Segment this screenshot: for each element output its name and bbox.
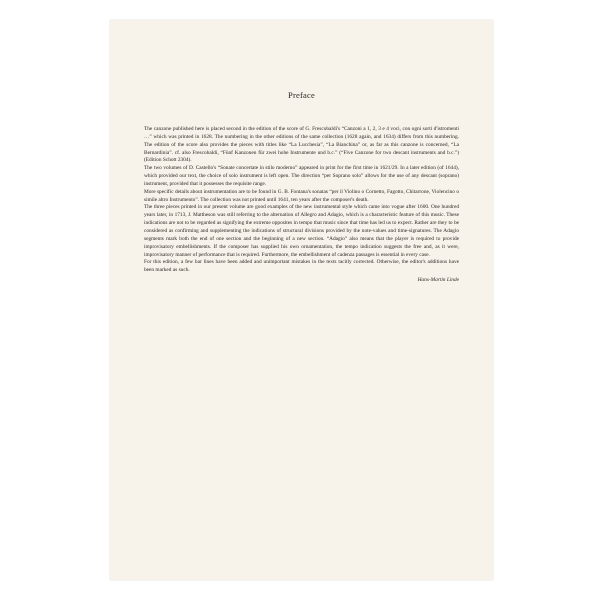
paragraph-edition: For this edition, a few bar lines have been added and unimportant mistakes in the texts tacitly corrected. Otherwise, the editor's additions have been marked as such. — [144, 259, 459, 274]
paragraph-style: The three pieces printed in our present volume are good examples of the new instrumental style which came into vogue after 1600. One hundred years later, in 1713, J. Mattheson was still referring to the alternation of Allegro and Adagio, which is a characteristic feature of this music. These indications are not to be regarded as signifying the extreme opposites in tempo that music since that time has led us to expect. Rather are they to be considered as confirming and supplementing the indications of structural divisions provided by the note-values and time-signatures. The Adagio segments mark both the end of one section and the beginning of a new section. “Adagio” also means that the player is required to provide improvisatory embellishments. If the composer has supplied his own ornamentation, the tempo indication suggests the free and, as it were, improvisatory manner of performance that is required. Furthermore, the embellishment of cadenza passages is essential in every case. — [144, 204, 459, 258]
paragraph-castello: The two volumes of D. Castello's “Sonate concertate in stilo moderno” appeared in print for the first time in 1621/29. In a later edition (of 1644), which provided our text, the choice of solo instrument is left open. The direction “per Soprano solo” allows for the use of any descant (soprano) instrument, provided that it possesses the requisite range. — [144, 165, 459, 187]
paragraph-fontana: More specific details about instrumentation are to be found in G. B. Fontana's sonatas “per il Violino o Cornetto, Fagotto, Chitarrone, Violencino o simile altro Instrumento”. The collection was not printed until 1641, ten years after the composer's death. — [144, 188, 459, 203]
page-title: Preface — [288, 90, 315, 100]
document-page — [110, 20, 493, 580]
author-signature: Hans-Martin Linde — [417, 277, 459, 284]
preface-body — [144, 126, 459, 275]
paragraph-frescobaldi: The canzone published here is placed second in the edition of the score of G. Frescobaldi's “Canzoni a 1, 2, 3 e 4 voci, con ogni sorti d'istromenti …” which was printed in 1628. The numbering in the other editions of the same collection (1628 again, and 1634) differs from this numbering. The edition of the score also provides the pieces with titles like “La Lucchesia”, “La Bianchina” or, as far as this canzone is concerned, “La Bernardinia”. cf. also Frescobaldi, “Fünf Kanzonen für zwei hohe Instrumente und b.c.” (“Five Canzone for two descant instruments and b.c.”) (Edition Schott 2304). — [144, 126, 459, 164]
